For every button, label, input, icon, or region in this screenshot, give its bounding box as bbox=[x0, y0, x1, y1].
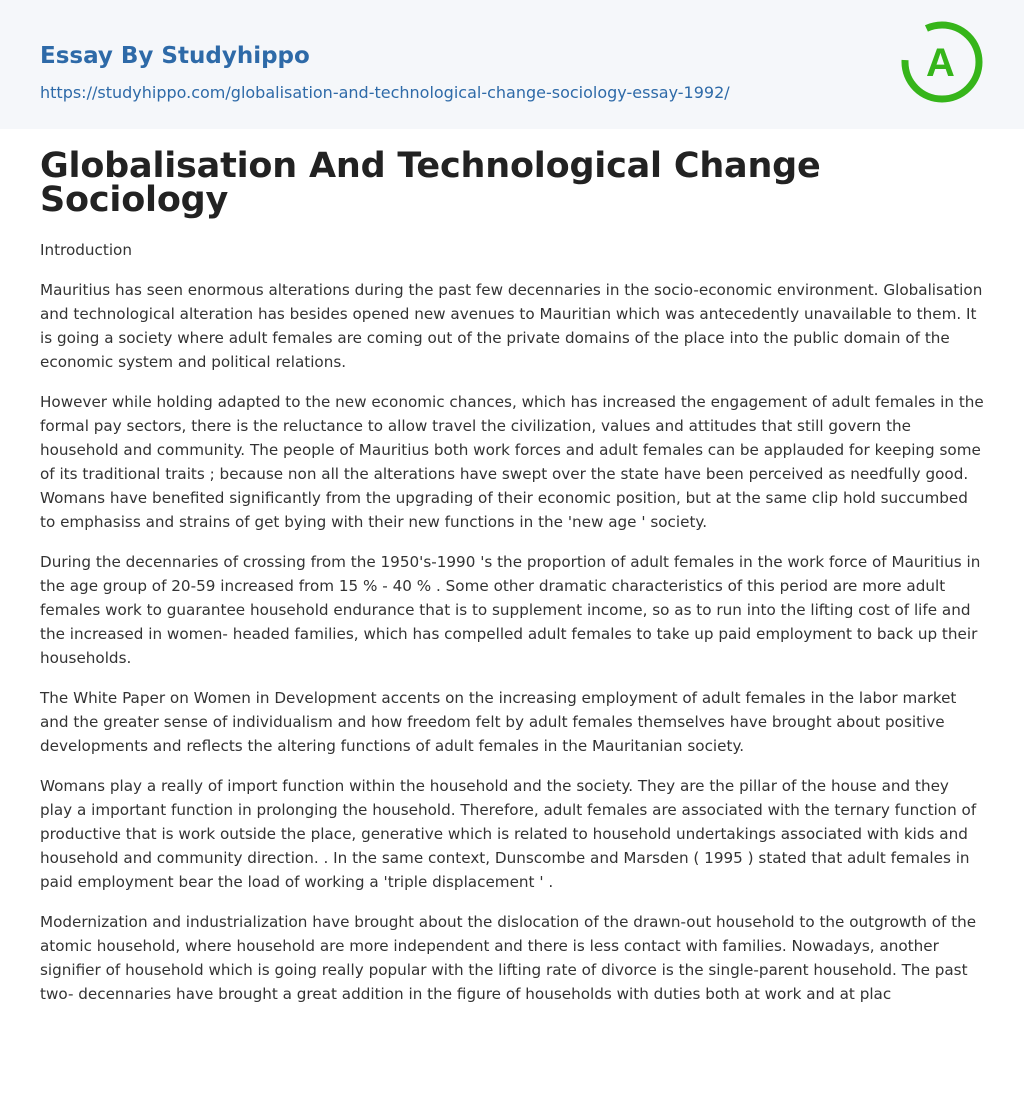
paragraph: The White Paper on Women in Development accents on the increasing employment of adult females in the labor market and the greater sense of individualism and how freedom felt by adult females themselves have brought about positive developments and reflects the altering functions of adult females in the Mauritanian society. bbox=[40, 689, 957, 755]
essay-url-link[interactable]: https://studyhippo.com/globalisation-and-technological-change-sociology-essay-1992/ bbox=[40, 83, 730, 102]
page-title: Globalisation And Technological Change Sociology bbox=[40, 146, 821, 220]
site-header bbox=[0, 0, 1024, 129]
paragraph: Modernization and industrialization have brought about the dislocation of the drawn-out household to the outgrowth of the atomic household, where household are more independent and there is less contact with families. Nowadays, another signifier of household which is going really popular with the lifting rate of divorce is the single-parent household. The past two- decennaries have brought a great addition in the figure of households with duties both at work and at plac bbox=[40, 913, 977, 1003]
paragraph-introduction: Introduction bbox=[40, 241, 132, 259]
paragraph: Womans play a really of import function within the household and the society. They are the pillar of the house and they play a important function in prolonging the household. Therefore, adult females are associated with the ternary function of productive that is work outside the place, generative which is related to household undertakings associated with kids and household and community direction. . In the same context, Dunscombe and Marsden ( 1995 ) stated that adult females in paid employment bear the load of working a 'triple displacement ' . bbox=[40, 777, 977, 891]
brand-title[interactable]: Essay By Studyhippo bbox=[40, 43, 310, 69]
studyhippo-logo-icon[interactable] bbox=[900, 20, 984, 104]
logo-letter: A bbox=[926, 41, 955, 85]
article-body bbox=[0, 129, 1024, 1006]
paragraph: However while holding adapted to the new economic chances, which has increased the engagement of adult females in the formal pay sectors, there is the reluctance to allow travel the civilization, values and attitudes that still govern the household and community. The people of Mauritius both work forces and adult females can be applauded for keeping some of its traditional traits ; because non all the alterations have swept over the state have been perceived as needfully good. Womans have benefited significantly from the upgrading of their economic position, but at the same clip hold succumbed to emphasiss and strains of get bying with their new functions in the 'new age ' society. bbox=[40, 393, 984, 531]
paragraph: During the decennaries of crossing from the 1950's-1990 's the proportion of adult females in the work force of Mauritius in the age group of 20-59 increased from 15 % - 40 % . Some other dramatic characteristics of this period are more adult females work to guarantee household endurance that is to supplement income, so as to run into the lifting cost of life and the increased in women- headed families, which has compelled adult females to take up paid employment to back up their households. bbox=[40, 553, 981, 667]
paragraph: Mauritius has seen enormous alterations during the past few decennaries in the socio-economic environment. Globalisation and technological alteration has besides opened new avenues to Mauritian which was antecedently unavailable to them. It is going a society where adult females are coming out of the private domains of the place into the public domain of the economic system and political relations. bbox=[40, 281, 983, 371]
